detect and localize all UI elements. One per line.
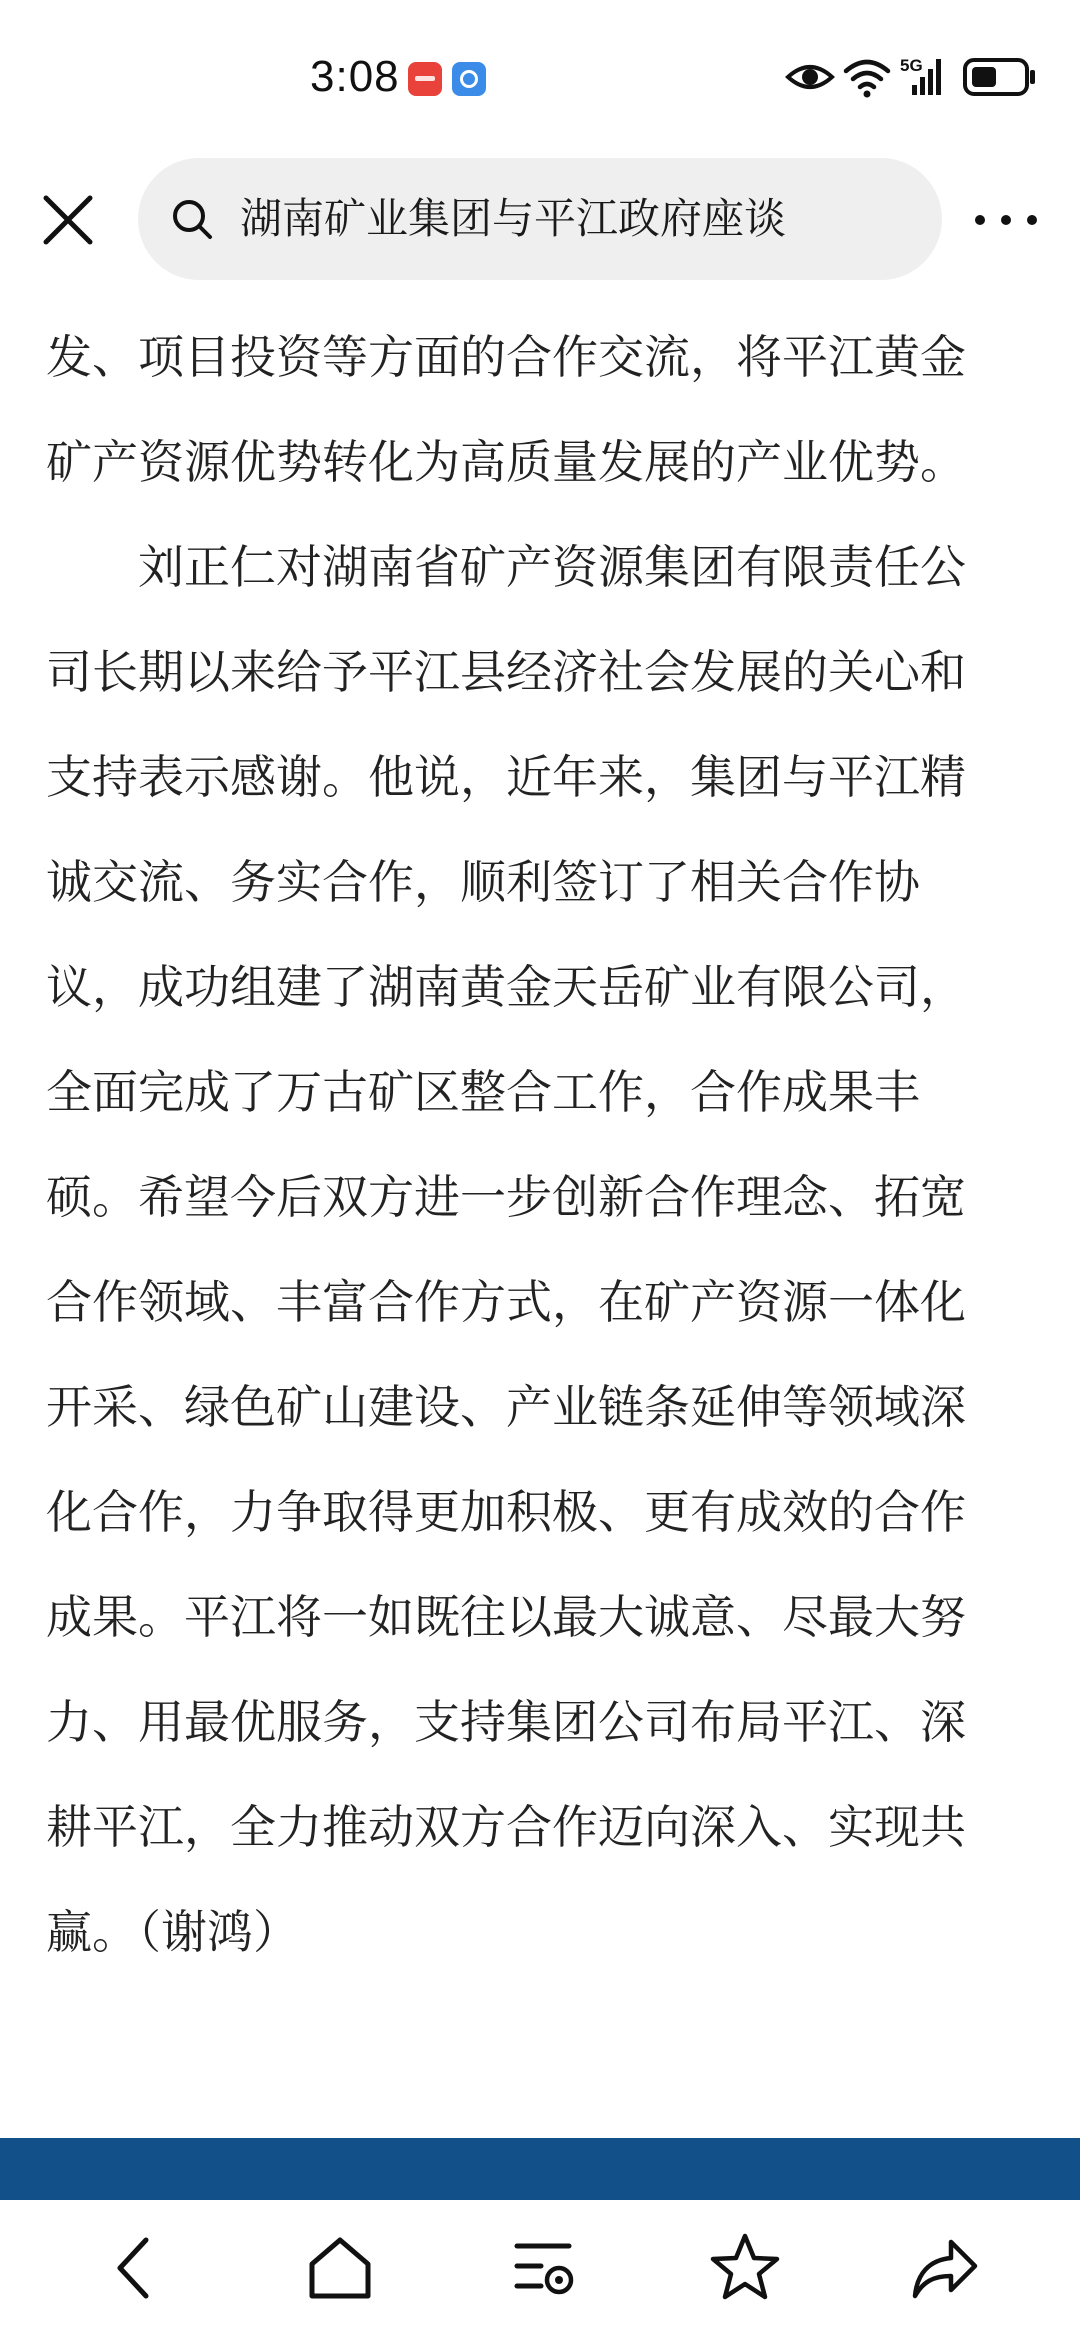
wifi-icon bbox=[842, 55, 892, 99]
article-line: 赢。（谢鸿） bbox=[46, 1905, 299, 1959]
tabs-icon[interactable] bbox=[505, 2228, 585, 2308]
search-icon bbox=[170, 197, 214, 241]
status-time: 3:08 bbox=[310, 52, 400, 101]
article-line: 全面完成了万古矿区整合工作，合作成果丰 bbox=[46, 1065, 920, 1119]
battery-icon bbox=[962, 55, 1038, 99]
article-line: 开采、绿色矿山建设、产业链条延伸等领域深 bbox=[46, 1380, 966, 1434]
article-line: 支持表示感谢。他说，近年来，集团与平江精 bbox=[46, 750, 966, 804]
top-bar bbox=[0, 150, 1080, 288]
close-icon[interactable] bbox=[36, 188, 100, 252]
more-icon[interactable] bbox=[966, 190, 1046, 250]
article-line: 司长期以来给予平江县经济社会发展的关心和 bbox=[46, 645, 966, 699]
article-line: 刘正仁对湖南省矿产资源集团有限责任公 bbox=[46, 540, 966, 594]
status-bar bbox=[0, 0, 1080, 150]
article-line: 议，成功组建了湖南黄金天岳矿业有限公司， bbox=[46, 960, 966, 1014]
article-line: 成果。平江将一如既往以最大诚意、尽最大努 bbox=[46, 1590, 966, 1644]
article-line: 化合作，力争取得更加积极、更有成效的合作 bbox=[46, 1485, 966, 1539]
bottom-nav bbox=[0, 2200, 1080, 2340]
article-line: 发、项目投资等方面的合作交流，将平江黄金 bbox=[46, 330, 966, 384]
article-line: 合作领域、丰富合作方式，在矿产资源一体化 bbox=[46, 1275, 966, 1329]
signal-icon bbox=[898, 55, 948, 99]
search-query-text: 湖南矿业集团与平江政府座谈 bbox=[240, 194, 787, 243]
article-line: 矿产资源优势转化为高质量发展的产业优势。 bbox=[46, 435, 966, 489]
share-icon[interactable] bbox=[905, 2228, 985, 2308]
search-bar[interactable] bbox=[138, 158, 942, 280]
article-line: 力、用最优服务，支持集团公司布局平江、深 bbox=[46, 1695, 966, 1749]
back-icon[interactable] bbox=[98, 2228, 178, 2308]
home-icon[interactable] bbox=[300, 2228, 380, 2308]
eye-icon bbox=[785, 55, 835, 99]
huawei-store-icon bbox=[408, 62, 442, 96]
network-type-label: 5G bbox=[900, 56, 923, 75]
article-line: 硕。希望今后双方进一步创新合作理念、拓宽 bbox=[46, 1170, 966, 1224]
article-line: 耕平江，全力推动双方合作迈向深入、实现共 bbox=[46, 1800, 966, 1854]
chat-app-icon bbox=[452, 62, 486, 96]
article-line: 诚交流、务实合作，顺利签订了相关合作协 bbox=[46, 855, 920, 909]
footer-band bbox=[0, 2138, 1080, 2200]
favorite-icon[interactable] bbox=[705, 2228, 785, 2308]
